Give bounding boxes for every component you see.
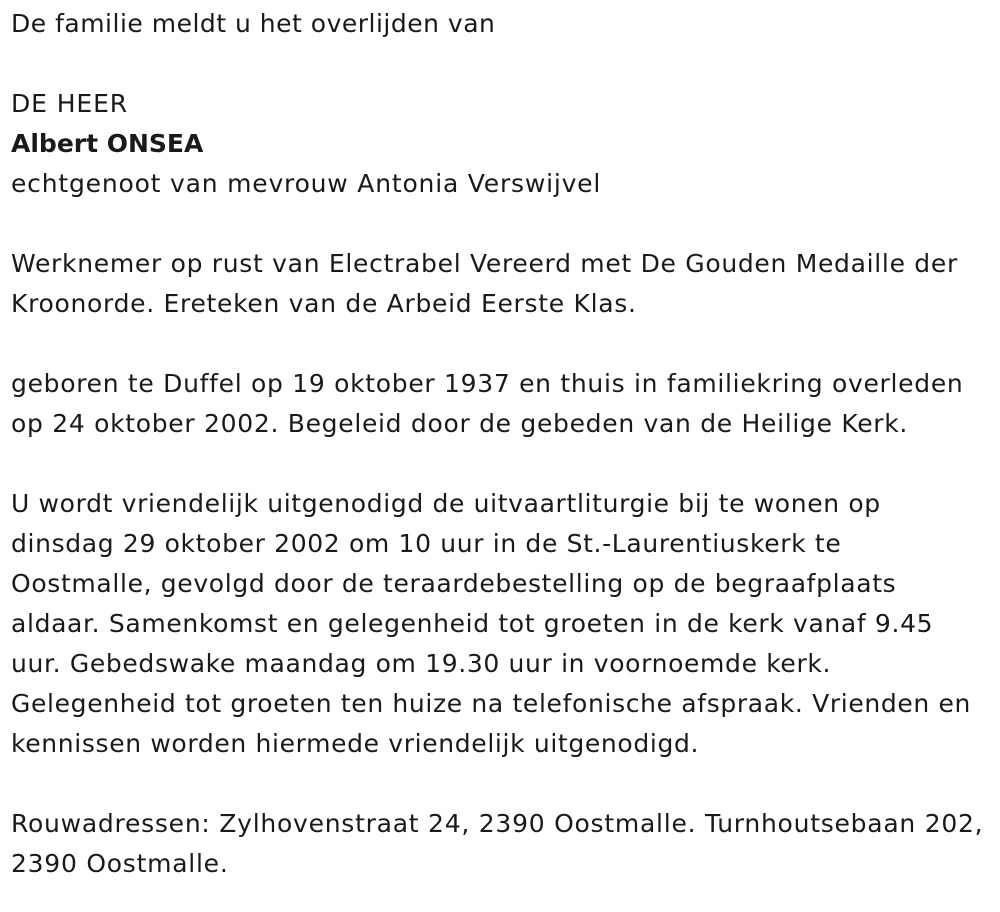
text-line: aldaar. Samenkomst en gelegenheid tot groeten in de kerk vanaf 9.45	[11, 609, 934, 638]
birth-death-paragraph	[11, 364, 996, 444]
obituary-notice	[11, 4, 996, 884]
spacer	[11, 44, 996, 84]
spouse-line: echtgenoot van mevrouw Antonia Verswijvel	[11, 169, 602, 198]
deceased-name: Albert ONSEA	[11, 129, 204, 158]
text-line: 2390 Oostmalle.	[11, 849, 229, 878]
text-line: op 24 oktober 2002. Begeleid door de gebeden van de Heilige Kerk.	[11, 409, 909, 438]
text-line: Kroonorde. Ereteken van de Arbeid Eerste Klas.	[11, 289, 637, 318]
text-line: Rouwadressen: Zylhovenstraat 24, 2390 Oostmalle. Turnhoutsebaan 202,	[11, 809, 984, 838]
text-line: U wordt vriendelijk uitgenodigd de uitvaartliturgie bij te wonen op	[11, 489, 881, 518]
text-line: uur. Gebedswake maandag om 19.30 uur in voornoemde kerk.	[11, 649, 832, 678]
spacer	[11, 204, 996, 244]
text-line: kennissen worden hiermede vriendelijk uitgenodigd.	[11, 729, 700, 758]
text-line: dinsdag 29 oktober 2002 om 10 uur in de St.-Laurentiuskerk te	[11, 529, 842, 558]
salutation: DE HEER	[11, 89, 129, 118]
funeral-paragraph	[11, 484, 996, 764]
text-line: Werknemer op rust van Electrabel Vereerd met De Gouden Medaille der	[11, 249, 958, 278]
intro-line: De familie meldt u het overlijden van	[11, 9, 496, 38]
career-paragraph	[11, 244, 996, 324]
text-line: Oostmalle, gevolgd door de teraardebestelling op de begraafplaats	[11, 569, 897, 598]
spacer	[11, 764, 996, 804]
spacer	[11, 324, 996, 364]
text-line: geboren te Duffel op 19 oktober 1937 en thuis in familiekring overleden	[11, 369, 964, 398]
address-paragraph	[11, 804, 996, 884]
text-line: Gelegenheid tot groeten ten huize na telefonische afspraak. Vrienden en	[11, 689, 972, 718]
spacer	[11, 444, 996, 484]
